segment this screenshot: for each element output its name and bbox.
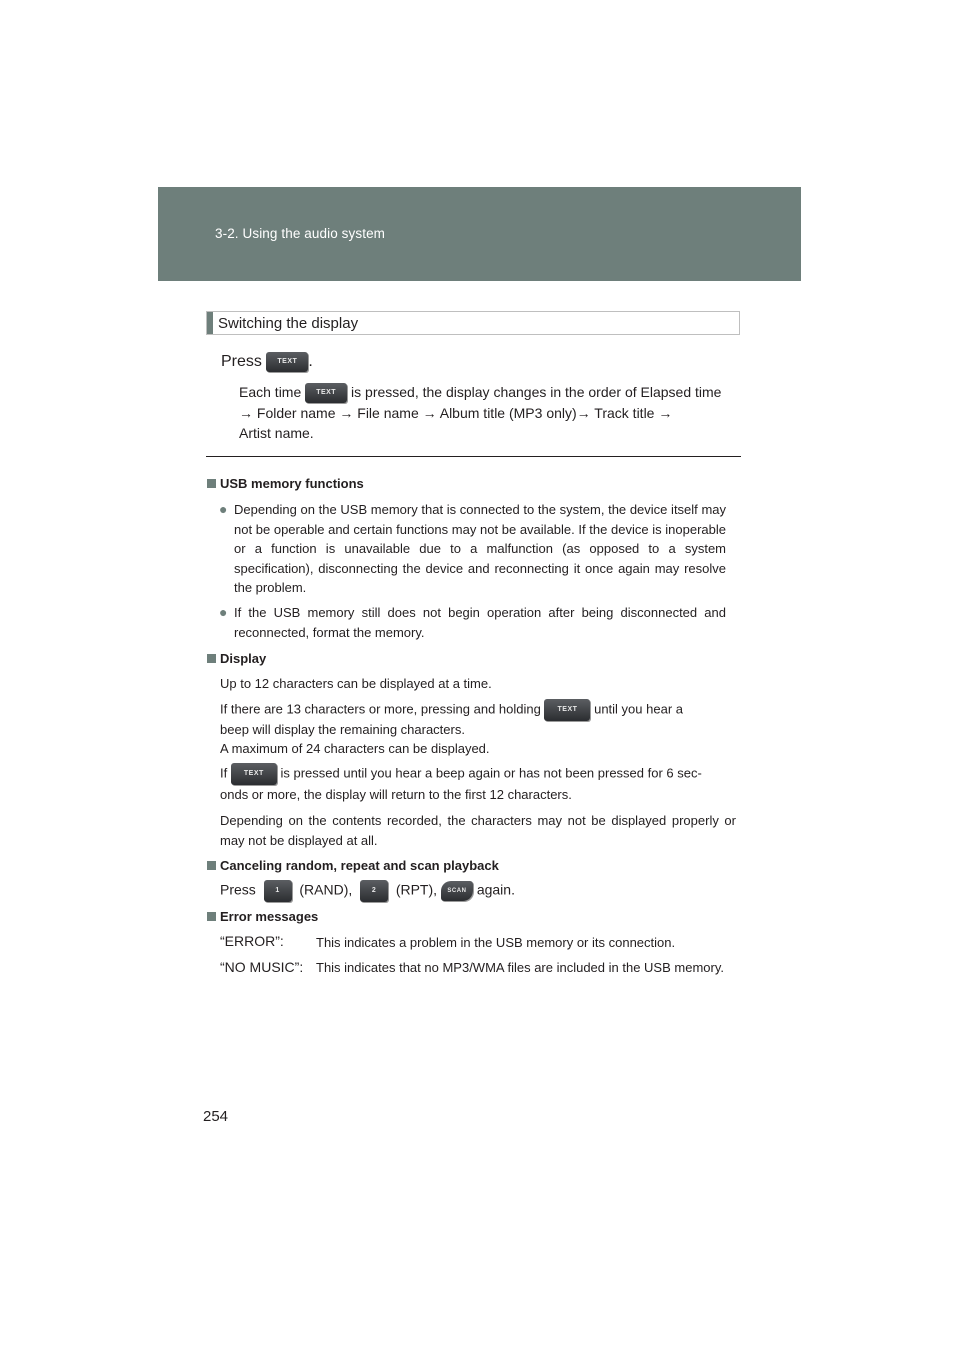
error-1-text: This indicates a problem in the USB memory or its connection.: [316, 935, 676, 950]
errors-heading-text: Error messages: [220, 909, 319, 924]
preset-2-button-icon: 2: [360, 880, 388, 902]
press-label: Press: [221, 353, 262, 371]
usb-bullet-2: If the USB memory still does not begin operation after being disconnected and reconnected, format the memory.: [234, 605, 726, 640]
square-bullet-icon: [207, 861, 216, 870]
error-2-code: “NO MUSIC”:: [220, 959, 304, 975]
page-number: 254: [203, 1108, 229, 1125]
display-p3-line1: [220, 763, 702, 785]
press-text-line: [221, 352, 313, 372]
circle-bullet-icon: ●: [219, 501, 228, 517]
text-button-icon: TEXT: [544, 699, 590, 721]
error-1-code: “ERROR”:: [220, 933, 284, 949]
display-heading: [207, 649, 266, 669]
usb-bullet-1: Depending on the USB memory that is connected to the system, the device itself may not be operable and certain functions may not be available. If the device is inoperable or a function is unavailable due to a malfunction (as opposed to a system specification), disconnecting the device and reconnecting it once again may resolve the problem.: [234, 502, 726, 595]
usb-heading: [207, 474, 364, 494]
square-bullet-icon: [207, 654, 216, 663]
cancel-press-line: [220, 880, 515, 902]
each-time-line-3: Artist name.: [239, 425, 314, 441]
text-button-icon: TEXT: [231, 763, 277, 785]
rpt-label: (RPT),: [395, 881, 438, 898]
error-2-text: This indicates that no MP3/WMA files are included in the USB memory.: [316, 960, 724, 975]
cancel-heading: [207, 856, 499, 876]
each-time-prefix: Each time: [239, 384, 302, 400]
usb-heading-text: USB memory functions: [220, 476, 364, 491]
display-p2-suffix: until you hear a: [594, 701, 683, 717]
each-time-line-2: → Folder name → File name → Album title (MP3 only)→ Track title →: [239, 405, 673, 421]
press-period: .: [308, 353, 313, 371]
square-bullet-icon: [207, 479, 216, 488]
display-p2-line1: [220, 699, 736, 721]
display-p3-line2: onds or more, the display will return to the first 12 characters.: [220, 787, 572, 802]
display-p2-line2: beep will display the remaining characters.: [220, 722, 465, 737]
display-p4: Depending on the contents recorded, the characters may not be displayed properly or may not be displayed at all.: [220, 813, 736, 848]
divider-rule: [206, 456, 741, 457]
preset-1-button-icon: 1: [264, 880, 292, 902]
scan-button-icon: SCAN: [441, 881, 473, 901]
section-title: Switching the display: [218, 315, 359, 332]
section-label: 3-2. Using the audio system: [215, 226, 386, 241]
cancel-press-label: Press: [220, 881, 256, 898]
text-button-icon: TEXT: [305, 383, 347, 403]
circle-bullet-icon: ●: [219, 604, 228, 620]
each-time-suffix: is pressed, the display changes in the order of Elapsed time: [351, 384, 722, 400]
display-p3-prefix: If: [220, 765, 228, 781]
cancel-heading-text: Canceling random, repeat and scan playback: [220, 858, 499, 873]
text-button-icon: TEXT: [266, 352, 308, 372]
again-label: again.: [476, 881, 515, 898]
display-p1: Up to 12 characters can be displayed at a time.: [220, 676, 492, 691]
rand-label: (RAND),: [299, 881, 353, 898]
display-heading-text: Display: [220, 651, 267, 666]
square-bullet-icon: [207, 912, 216, 921]
display-p2-prefix: If there are 13 characters or more, pressing and holding: [220, 701, 541, 717]
section-title-box: [206, 311, 740, 335]
display-p2-line3: A maximum of 24 characters can be displayed.: [220, 741, 490, 756]
errors-heading: [207, 907, 318, 927]
title-accent-bar: [207, 312, 213, 334]
each-time-line-1: [239, 383, 721, 403]
display-p3-suffix: is pressed until you hear a beep again or has not been pressed for 6 sec-: [280, 765, 702, 781]
